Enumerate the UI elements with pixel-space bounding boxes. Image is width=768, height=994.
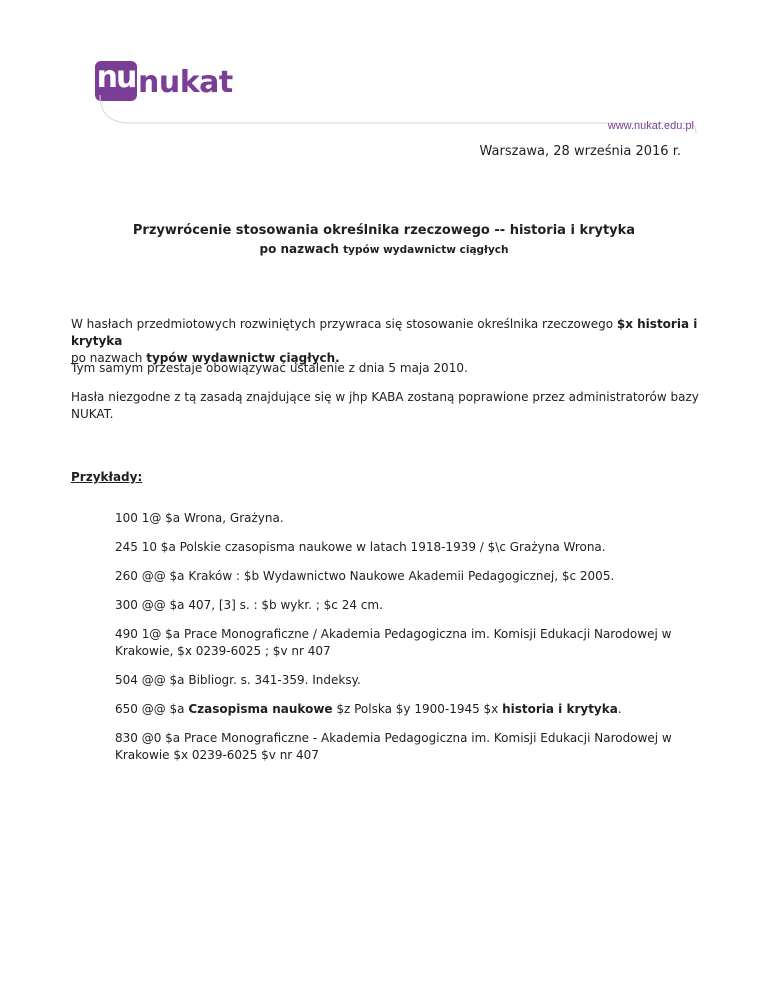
- f650-prefix: 650 @@ $a: [115, 702, 189, 716]
- marc-field-504: 504 @@ $a Bibliogr. s. 341-359. Indeksy.: [115, 673, 361, 687]
- p1-text-mid: po nazwach: [71, 351, 147, 365]
- f650-mid: $z Polska $y 1900-1945 $x: [332, 702, 503, 716]
- f650-bold-subdivision: historia i krytyka: [502, 702, 618, 716]
- document-title: Przywrócenie stosowania określnika rzeczowego -- historia i krytyka: [132, 223, 636, 238]
- f650-suffix: .: [617, 702, 622, 716]
- document-subtitle: [0, 241, 768, 258]
- header-decorative-curve: [90, 95, 702, 141]
- paragraph-previous-rule: [71, 360, 711, 377]
- subtitle-part2: typów wydawnictw ciągłych: [343, 244, 509, 256]
- document-date: Warszawa, 28 września 2016 r.: [479, 144, 681, 159]
- marc-field-100: 100 1@ $a Wrona, Grażyna.: [115, 511, 284, 525]
- marc-field-490: 490 1@ $a Prace Monograficzne / Akademia Pedagogiczna im. Komisji Edukacji Narodowej w Krakowie, $x 0239-6025 ; $v nr 407: [115, 627, 672, 658]
- marc-field-245: 245 10 $a Polskie czasopisma naukowe w latach 1918-1939 / $\c Grażyna Wrona.: [115, 540, 606, 554]
- p1-bold-subdivision: $x historia i krytyka: [71, 317, 698, 348]
- marc-field-650: [115, 701, 715, 718]
- marc-field-300: 300 @@ $a 407, [3] s. : $b wykr. ; $c 24 cm.: [115, 598, 383, 612]
- p2-text: Tym samym przestaje obowiązywać ustalenie z dnia 5 maja 2010.: [71, 361, 468, 375]
- nukat-logo-text: nukat: [138, 65, 233, 100]
- p3-text: Hasła niezgodne z tą zasadą znajdujące się w jhp KABA zostaną poprawione przez administratorów bazy NUKAT.: [71, 390, 699, 421]
- marc-field-260: 260 @@ $a Kraków : $b Wydawnictwo Naukowe Akademii Pedagogicznej, $c 2005.: [115, 569, 615, 583]
- marc-field-830: 830 @0 $a Prace Monograficzne - Akademia Pedagogiczna im. Komisji Edukacji Narodowej w Krakowie $x 0239-6025 $v nr 407: [115, 731, 672, 762]
- p1-bold-types: typów wydawnictw ciągłych.: [146, 351, 340, 365]
- paragraph-correction: [71, 389, 711, 423]
- examples-list: [115, 510, 715, 776]
- subtitle-part1: po nazwach: [259, 242, 339, 256]
- p1-text-before: W hasłach przedmiotowych rozwiniętych przywraca się stosowanie określnika rzeczowego: [71, 317, 617, 331]
- f650-bold-heading: Czasopisma naukowe: [188, 702, 333, 716]
- examples-heading: Przykłady:: [71, 470, 143, 484]
- nukat-logo-mark: nu: [95, 61, 137, 101]
- site-url: www.nukat.edu.pl: [607, 120, 694, 132]
